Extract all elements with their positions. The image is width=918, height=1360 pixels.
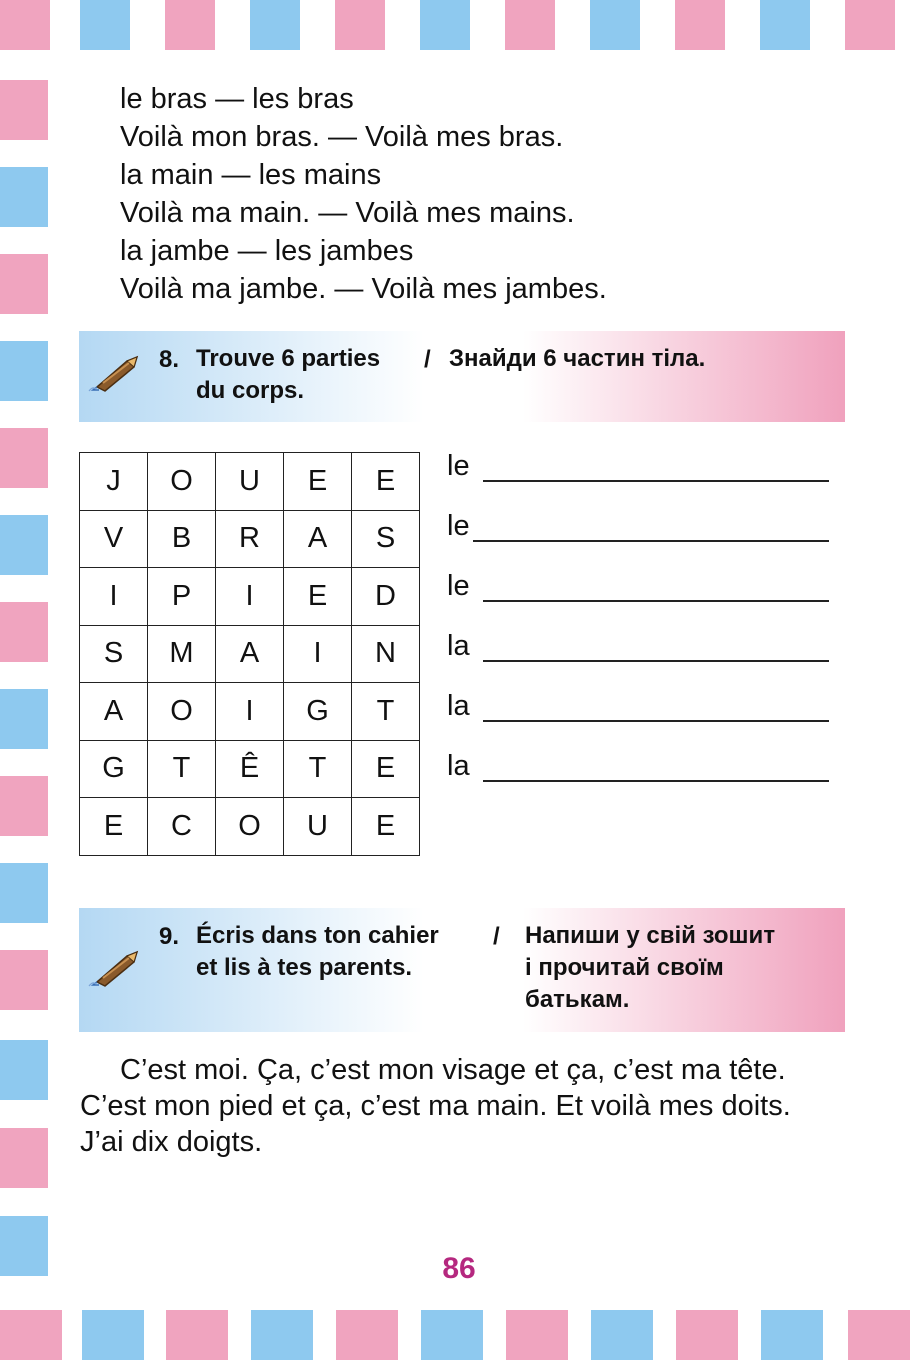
grid-cell[interactable]: A <box>216 625 284 683</box>
exercise-instruction-ua: Знайди 6 частин тіла. <box>449 345 706 372</box>
grid-cell[interactable]: U <box>216 453 284 511</box>
grid-row <box>80 625 420 683</box>
grid-cell[interactable]: E <box>352 453 420 511</box>
grid-row <box>80 510 420 568</box>
answer-line[interactable] <box>447 750 829 790</box>
grid-cell[interactable]: Ê <box>216 740 284 798</box>
grid-cell[interactable]: O <box>216 798 284 856</box>
blank-line <box>483 600 829 602</box>
exercise-9-text <box>80 1052 850 1160</box>
grid-cell[interactable]: I <box>80 568 148 626</box>
text-line: C’est moi. Ça, c’est mon visage et ça, c’est ma tête. <box>120 1054 786 1086</box>
blank-line <box>483 780 829 782</box>
text-line: J’ai dix doigts. <box>80 1126 263 1158</box>
blank-line <box>483 720 829 722</box>
vocabulary-line: Voilà mon bras. — Voilà mes bras. <box>120 121 564 153</box>
grid-cell[interactable]: M <box>148 625 216 683</box>
article-label: le <box>447 570 470 602</box>
grid-cell[interactable]: E <box>352 740 420 798</box>
article-label: la <box>447 750 470 782</box>
answer-line[interactable] <box>447 510 829 550</box>
grid-cell[interactable]: U <box>284 798 352 856</box>
article-label: le <box>447 510 470 542</box>
answer-line[interactable] <box>447 690 829 730</box>
blank-line <box>483 660 829 662</box>
page-number: 86 <box>442 1252 476 1285</box>
vocabulary-line: Voilà ma main. — Voilà mes mains. <box>120 197 575 229</box>
exercise-instruction-fr: Trouve 6 parties du corps. <box>196 345 381 404</box>
grid-row <box>80 453 420 511</box>
vocabulary-list <box>120 80 607 308</box>
answer-line[interactable] <box>447 630 829 670</box>
pen-icon <box>87 948 143 988</box>
grid-cell[interactable]: I <box>216 683 284 741</box>
grid-cell[interactable]: N <box>352 625 420 683</box>
answer-line[interactable] <box>447 570 829 610</box>
grid-cell[interactable]: I <box>216 568 284 626</box>
grid-row <box>80 798 420 856</box>
exercise-number: 9. <box>159 923 180 950</box>
grid-cell[interactable]: O <box>148 683 216 741</box>
article-label: la <box>447 630 470 662</box>
article-label: la <box>447 690 470 722</box>
grid-cell[interactable]: E <box>284 568 352 626</box>
grid-cell[interactable]: E <box>284 453 352 511</box>
grid-cell[interactable]: E <box>80 798 148 856</box>
grid-cell[interactable]: B <box>148 510 216 568</box>
vocabulary-line: la jambe — les jambes <box>120 235 414 267</box>
exercise-number: 8. <box>159 346 180 373</box>
pen-icon <box>87 353 143 393</box>
exercise-9-banner <box>79 908 845 1032</box>
blank-line <box>473 540 829 542</box>
grid-cell[interactable]: E <box>352 798 420 856</box>
answer-line[interactable] <box>447 450 829 490</box>
grid-row <box>80 683 420 741</box>
vocabulary-line: la main — les mains <box>120 159 382 191</box>
grid-cell[interactable]: S <box>352 510 420 568</box>
grid-cell[interactable]: A <box>80 683 148 741</box>
grid-cell[interactable]: G <box>80 740 148 798</box>
text-line: C’est mon pied et ça, c’est ma main. Et voilà mes doits. <box>80 1090 791 1122</box>
grid-cell[interactable]: G <box>284 683 352 741</box>
exercise-8-banner <box>79 331 845 422</box>
instruction-separator: / <box>424 346 431 373</box>
vocabulary-line: le bras — les bras <box>120 83 354 115</box>
grid-cell[interactable]: I <box>284 625 352 683</box>
exercise-instruction-fr: Écris dans ton cahier et lis à tes parents. <box>196 922 439 981</box>
grid-cell[interactable]: C <box>148 798 216 856</box>
grid-row <box>80 568 420 626</box>
article-label: le <box>447 450 470 482</box>
vocabulary-line: Voilà ma jambe. — Voilà mes jambes. <box>120 273 607 305</box>
grid-cell[interactable]: P <box>148 568 216 626</box>
grid-cell[interactable]: J <box>80 453 148 511</box>
blank-line <box>483 480 829 482</box>
instruction-separator: / <box>493 923 500 950</box>
grid-cell[interactable]: A <box>284 510 352 568</box>
word-search-grid <box>79 452 420 856</box>
grid-cell[interactable]: D <box>352 568 420 626</box>
exercise-instruction-ua: Напиши у свій зошит і прочитай своїм батькам. <box>525 922 776 1013</box>
grid-cell[interactable]: T <box>352 683 420 741</box>
grid-cell[interactable]: T <box>148 740 216 798</box>
grid-cell[interactable]: S <box>80 625 148 683</box>
grid-cell[interactable]: V <box>80 510 148 568</box>
grid-row <box>80 740 420 798</box>
grid-cell[interactable]: T <box>284 740 352 798</box>
grid-cell[interactable]: O <box>148 453 216 511</box>
grid-cell[interactable]: R <box>216 510 284 568</box>
